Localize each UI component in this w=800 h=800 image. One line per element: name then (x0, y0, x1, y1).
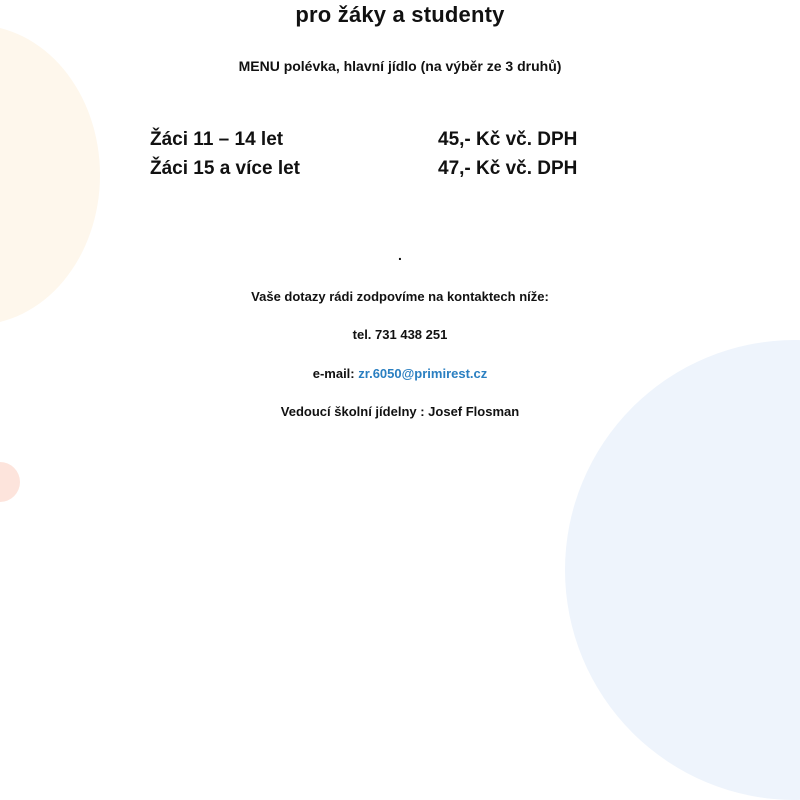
contact-email-line (0, 366, 800, 381)
decorative-blob-corner (0, 462, 20, 502)
page-title: pro žáky a studenty (295, 2, 505, 27)
price-label: Žáci 11 – 14 let (150, 129, 284, 150)
price-value: 47,- Kč vč. DPH (438, 158, 578, 179)
contact-manager: Vedoucí školní jídelny : Josef Flosman (280, 404, 520, 419)
email-label: e-mail: (312, 366, 355, 381)
contact-phone: tel. 731 438 251 (352, 327, 448, 342)
email-link[interactable]: zr.6050@primirest.cz (358, 366, 488, 381)
menu-description: MENU polévka, hlavní jídlo (na výběr ze 3 druhů) (238, 58, 562, 74)
contact-intro: Vaše dotazy rádi zodpovíme na kontaktech níže: (251, 289, 549, 304)
separator-dot: . (398, 247, 402, 263)
price-value: 45,- Kč vč. DPH (438, 129, 578, 150)
price-label: Žáci 15 a více let (150, 158, 300, 179)
